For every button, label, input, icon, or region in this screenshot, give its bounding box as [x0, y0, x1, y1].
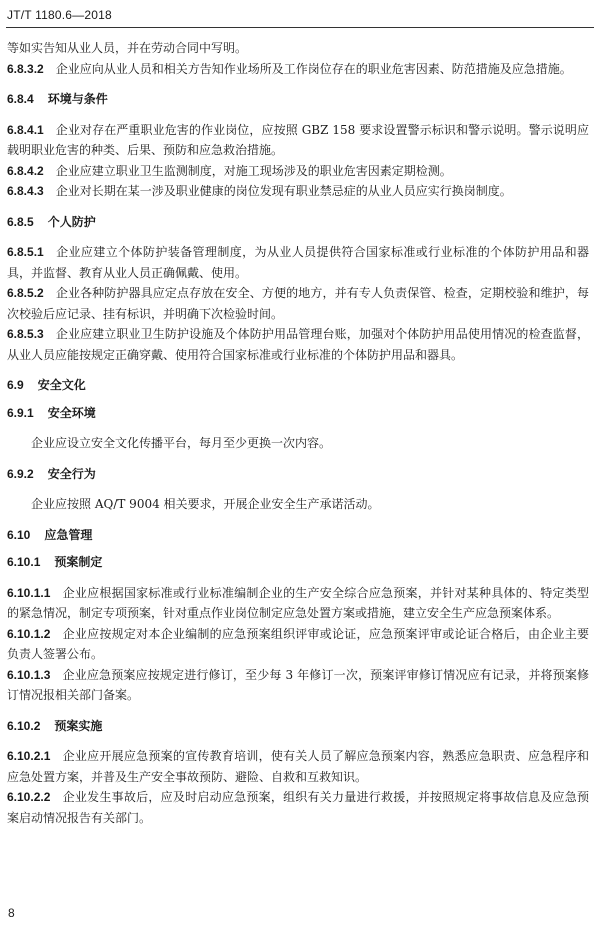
clause-number: 6.10.2.1: [7, 749, 51, 763]
heading-6-10: [7, 525, 589, 546]
heading-number: 6.8.5: [7, 214, 34, 229]
heading-6-10-1: [7, 552, 589, 573]
clause-text: 企业应建立职业卫生监测制度，对施工现场涉及的职业危害因素定期检测。: [55, 163, 452, 178]
heading-title: 预案实施: [54, 718, 103, 733]
standard-code: JT/T 1180.6—2018: [7, 8, 112, 22]
heading-number: 6.9.2: [7, 466, 34, 481]
heading-6-9: [7, 375, 589, 396]
clause-number: 6.10.1.2: [7, 626, 51, 641]
header-rule: [6, 27, 594, 28]
heading-title: 应急管理: [44, 527, 93, 542]
clause-text: 企业对存在严重职业危害的作业岗位，应按照 GBZ 158 要求设置警示标识和警示说明。警示说明应载明职业危害的种类、后果、预防和应急救治措施。: [7, 122, 589, 157]
clause-text: 企业应建立个体防护装备管理制度，为从业人员提供符合国家标准或行业标准的个体防护用品和器具，并监督、教育从业人员正确佩戴、使用。: [7, 245, 589, 280]
heading-number: 6.8.4: [7, 92, 34, 106]
clause-6-8-5-1: [7, 242, 589, 283]
heading-6-8-4: [7, 89, 589, 110]
heading-title: 安全文化: [37, 378, 86, 392]
paragraph: 等如实告知从业人员，并在劳动合同中写明。: [7, 41, 248, 55]
clause-6-8-4-2: [7, 161, 589, 182]
clause-text: 企业应向从业人员和相关方告知作业场所及工作岗位存在的职业危害因素、防范措施及应急措施。: [55, 61, 572, 76]
clause-6-8-5-3: [7, 324, 589, 365]
heading-number: 6.9: [7, 378, 24, 392]
heading-6-8-5: [7, 212, 589, 233]
paragraph: 企业应设立安全文化传播平台，每月至少更换一次内容。: [31, 436, 332, 450]
clause-6-8-5-2: [7, 283, 589, 324]
clause-6-8-4-1: [7, 120, 589, 161]
clause-6-10-2-2: [7, 787, 589, 828]
clause-number: 6.10.1.3: [7, 667, 51, 682]
document-body: [7, 38, 589, 828]
heading-title: 安全环境: [47, 405, 96, 420]
heading-title: 环境与条件: [47, 92, 108, 106]
clause-text: 企业应开展应急预案的宣传教育培训，使有关人员了解应急预案内容，熟悉应急职责、应急程序和应急处置方案，并普及生产安全事故预防、避险、自救和互救知识。: [7, 749, 589, 784]
heading-title: 预案制定: [54, 555, 103, 569]
clause-number: 6.8.5.2: [7, 286, 44, 300]
clause-number: 6.8.3.2: [7, 61, 44, 76]
clause-6-10-1-3: [7, 665, 589, 706]
clause-text: 企业应根据国家标准或行业标准编制企业的生产安全综合应急预案，并针对某种具体的、特定类型的紧急情况，制定专项预案，针对重点作业岗位制定应急处置方案或措施，建立安全生产应急预案体系。: [7, 585, 589, 620]
heading-number: 6.10: [7, 527, 31, 542]
clause-text: 企业应急预案应按规定进行修订，至少每 3 年修订一次，预案评审修订情况应有记录，并将预案修订情况报相关部门备案。: [7, 667, 589, 702]
clause-text: 企业应建立职业卫生防护设施及个体防护用品管理台账，加强对个体防护用品使用情况的检查监督，从业人员应能按规定正确穿戴、使用符合国家标准或行业标准的个体防护用品和器具。: [7, 327, 589, 362]
clause-number: 6.8.5.3: [7, 327, 44, 341]
clause-number: 6.8.4.3: [7, 184, 44, 198]
heading-number: 6.10.1: [7, 555, 41, 569]
clause-text: 企业发生事故后，应及时启动应急预案，组织有关力量进行救援，并按照规定将事故信息及应急预案启动情况报告有关部门。: [7, 790, 589, 825]
clause-number: 6.10.1.1: [7, 585, 51, 600]
heading-title: 个人防护: [47, 214, 96, 229]
clause-6-10-2-1: [7, 746, 589, 787]
clause-number: 6.8.5.1: [7, 245, 44, 259]
clause-number: 6.8.4.2: [7, 163, 44, 178]
clause-text: 企业应按规定对本企业编制的应急预案组织评审或论证，应急预案评审或论证合格后，由企业主要负责人签署公布。: [7, 626, 589, 661]
clause-text: 企业对长期在某一涉及职业健康的岗位发现有职业禁忌症的从业人员应实行换岗制度。: [55, 184, 512, 198]
heading-6-9-2: [7, 464, 589, 485]
clause-6-10-1-1: [7, 583, 589, 624]
clause-text: 企业各种防护器具应定点存放在安全、方便的地方，并有专人负责保管、检查，定期校验和维护，每次校验后应记录、挂有标识，并明确下次检验时间。: [7, 286, 589, 321]
paragraph: 企业应按照 AQ/T 9004 相关要求，开展企业安全生产承诺活动。: [31, 497, 380, 511]
clause-6-8-3-2: [7, 59, 589, 80]
clause-6-10-1-2: [7, 624, 589, 665]
heading-6-10-2: [7, 716, 589, 737]
clause-number: 6.10.2.2: [7, 790, 51, 804]
heading-title: 安全行为: [47, 466, 96, 481]
heading-number: 6.10.2: [7, 718, 41, 733]
heading-number: 6.9.1: [7, 405, 34, 420]
clause-number: 6.8.4.1: [7, 122, 44, 137]
clause-6-8-4-3: [7, 181, 589, 202]
heading-6-9-1: [7, 403, 589, 424]
page-number: 8: [8, 906, 15, 920]
